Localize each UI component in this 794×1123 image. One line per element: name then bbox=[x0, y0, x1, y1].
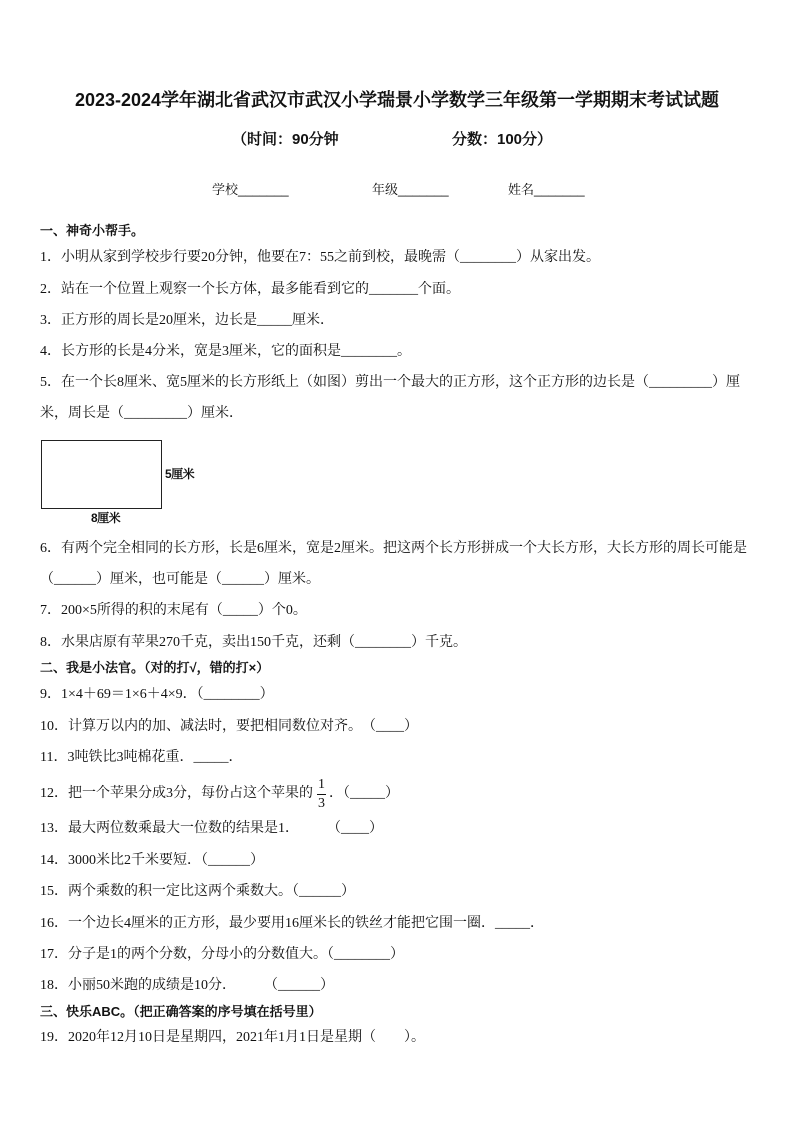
fraction-one-third bbox=[317, 777, 326, 812]
rectangle-length-label: 8厘米 bbox=[91, 511, 121, 525]
question-18: 18．小丽50米跑的成绩是10分． （______） bbox=[40, 978, 334, 993]
section-3-heading: 三、快乐ABC。（把正确答案的序号填在括号里） bbox=[40, 1004, 322, 1019]
exam-score: 分数：100分） bbox=[452, 131, 553, 148]
question-17: 17．分子是1的两个分数，分母小的分数值大。（________） bbox=[40, 947, 404, 962]
question-14: 14．3000米比2千米要短．（______） bbox=[40, 853, 264, 868]
question-8: 8．水果店原有苹果270千克，卖出150千克，还剩（________）千克。 bbox=[40, 635, 467, 650]
question-12 bbox=[40, 776, 399, 812]
grade-field: 年级_______ bbox=[372, 182, 449, 197]
question-12-answer-blank: ．（_____） bbox=[329, 786, 399, 801]
exam-time: （时间：90分钟 bbox=[232, 131, 339, 148]
question-15: 15．两个乘数的积一定比这两个乘数大。（______） bbox=[40, 884, 355, 899]
rectangle-figure bbox=[41, 440, 162, 509]
question-12-text: 12．把一个苹果分成3分，每份占这个苹果的 bbox=[40, 786, 313, 801]
question-3: 3．正方形的周长是20厘米，边长是_____厘米． bbox=[40, 313, 334, 328]
question-13: 13．最大两位数乘最大一位数的结果是1． （____） bbox=[40, 821, 383, 836]
question-6-line-2: （______）厘米，也可能是（______）厘米。 bbox=[40, 572, 320, 587]
question-7: 7．200×5所得的积的末尾有（_____）个0。 bbox=[40, 603, 307, 618]
fraction-numerator: 1 bbox=[317, 777, 326, 795]
question-5-line-2: 米，周长是（_________）厘米． bbox=[40, 406, 243, 421]
exam-title: 2023-2024学年湖北省武汉市武汉小学瑞景小学数学三年级第一学期期末考试试题 bbox=[74, 90, 720, 110]
question-4: 4．长方形的长是4分米，宽是3厘米，它的面积是________。 bbox=[40, 344, 411, 359]
name-field: 姓名_______ bbox=[508, 182, 585, 197]
rectangle-width-label: 5厘米 bbox=[165, 467, 195, 481]
question-16: 16．一个边长4厘米的正方形，最少要用16厘米长的铁丝才能把它围一圈．_____． bbox=[40, 916, 544, 931]
question-5-line-1: 5．在一个长8厘米、宽5厘米的长方形纸上（如图）剪出一个最大的正方形，这个正方形的边长是（_________）厘 bbox=[40, 375, 740, 390]
question-2: 2．站在一个位置上观察一个长方体，最多能看到它的_______个面。 bbox=[40, 282, 460, 297]
question-11: 11．3吨铁比3吨棉花重．_____． bbox=[40, 750, 243, 765]
section-1-heading: 一、神奇小帮手。 bbox=[40, 223, 145, 238]
question-6-line-1: 6．有两个完全相同的长方形，长是6厘米，宽是2厘米。把这两个长方形拼成一个大长方形，大长方形的周长可能是 bbox=[40, 541, 747, 556]
fraction-denominator: 3 bbox=[318, 795, 325, 811]
question-19: 19．2020年12月10日是星期四，2021年1月1日是星期（ ）。 bbox=[40, 1030, 425, 1045]
school-field: 学校_______ bbox=[212, 182, 289, 197]
section-2-heading: 二、我是小法官。（对的打√，错的打×） bbox=[40, 660, 270, 675]
question-9: 9．1×4＋69＝1×6＋4×9．（________） bbox=[40, 687, 274, 702]
question-1: 1．小明从家到学校步行要20分钟，他要在7：55之前到校，最晚需（________）从家出发。 bbox=[40, 250, 600, 265]
question-10: 10．计算万以内的加、减法时，要把相同数位对齐。 （____） bbox=[40, 719, 418, 734]
